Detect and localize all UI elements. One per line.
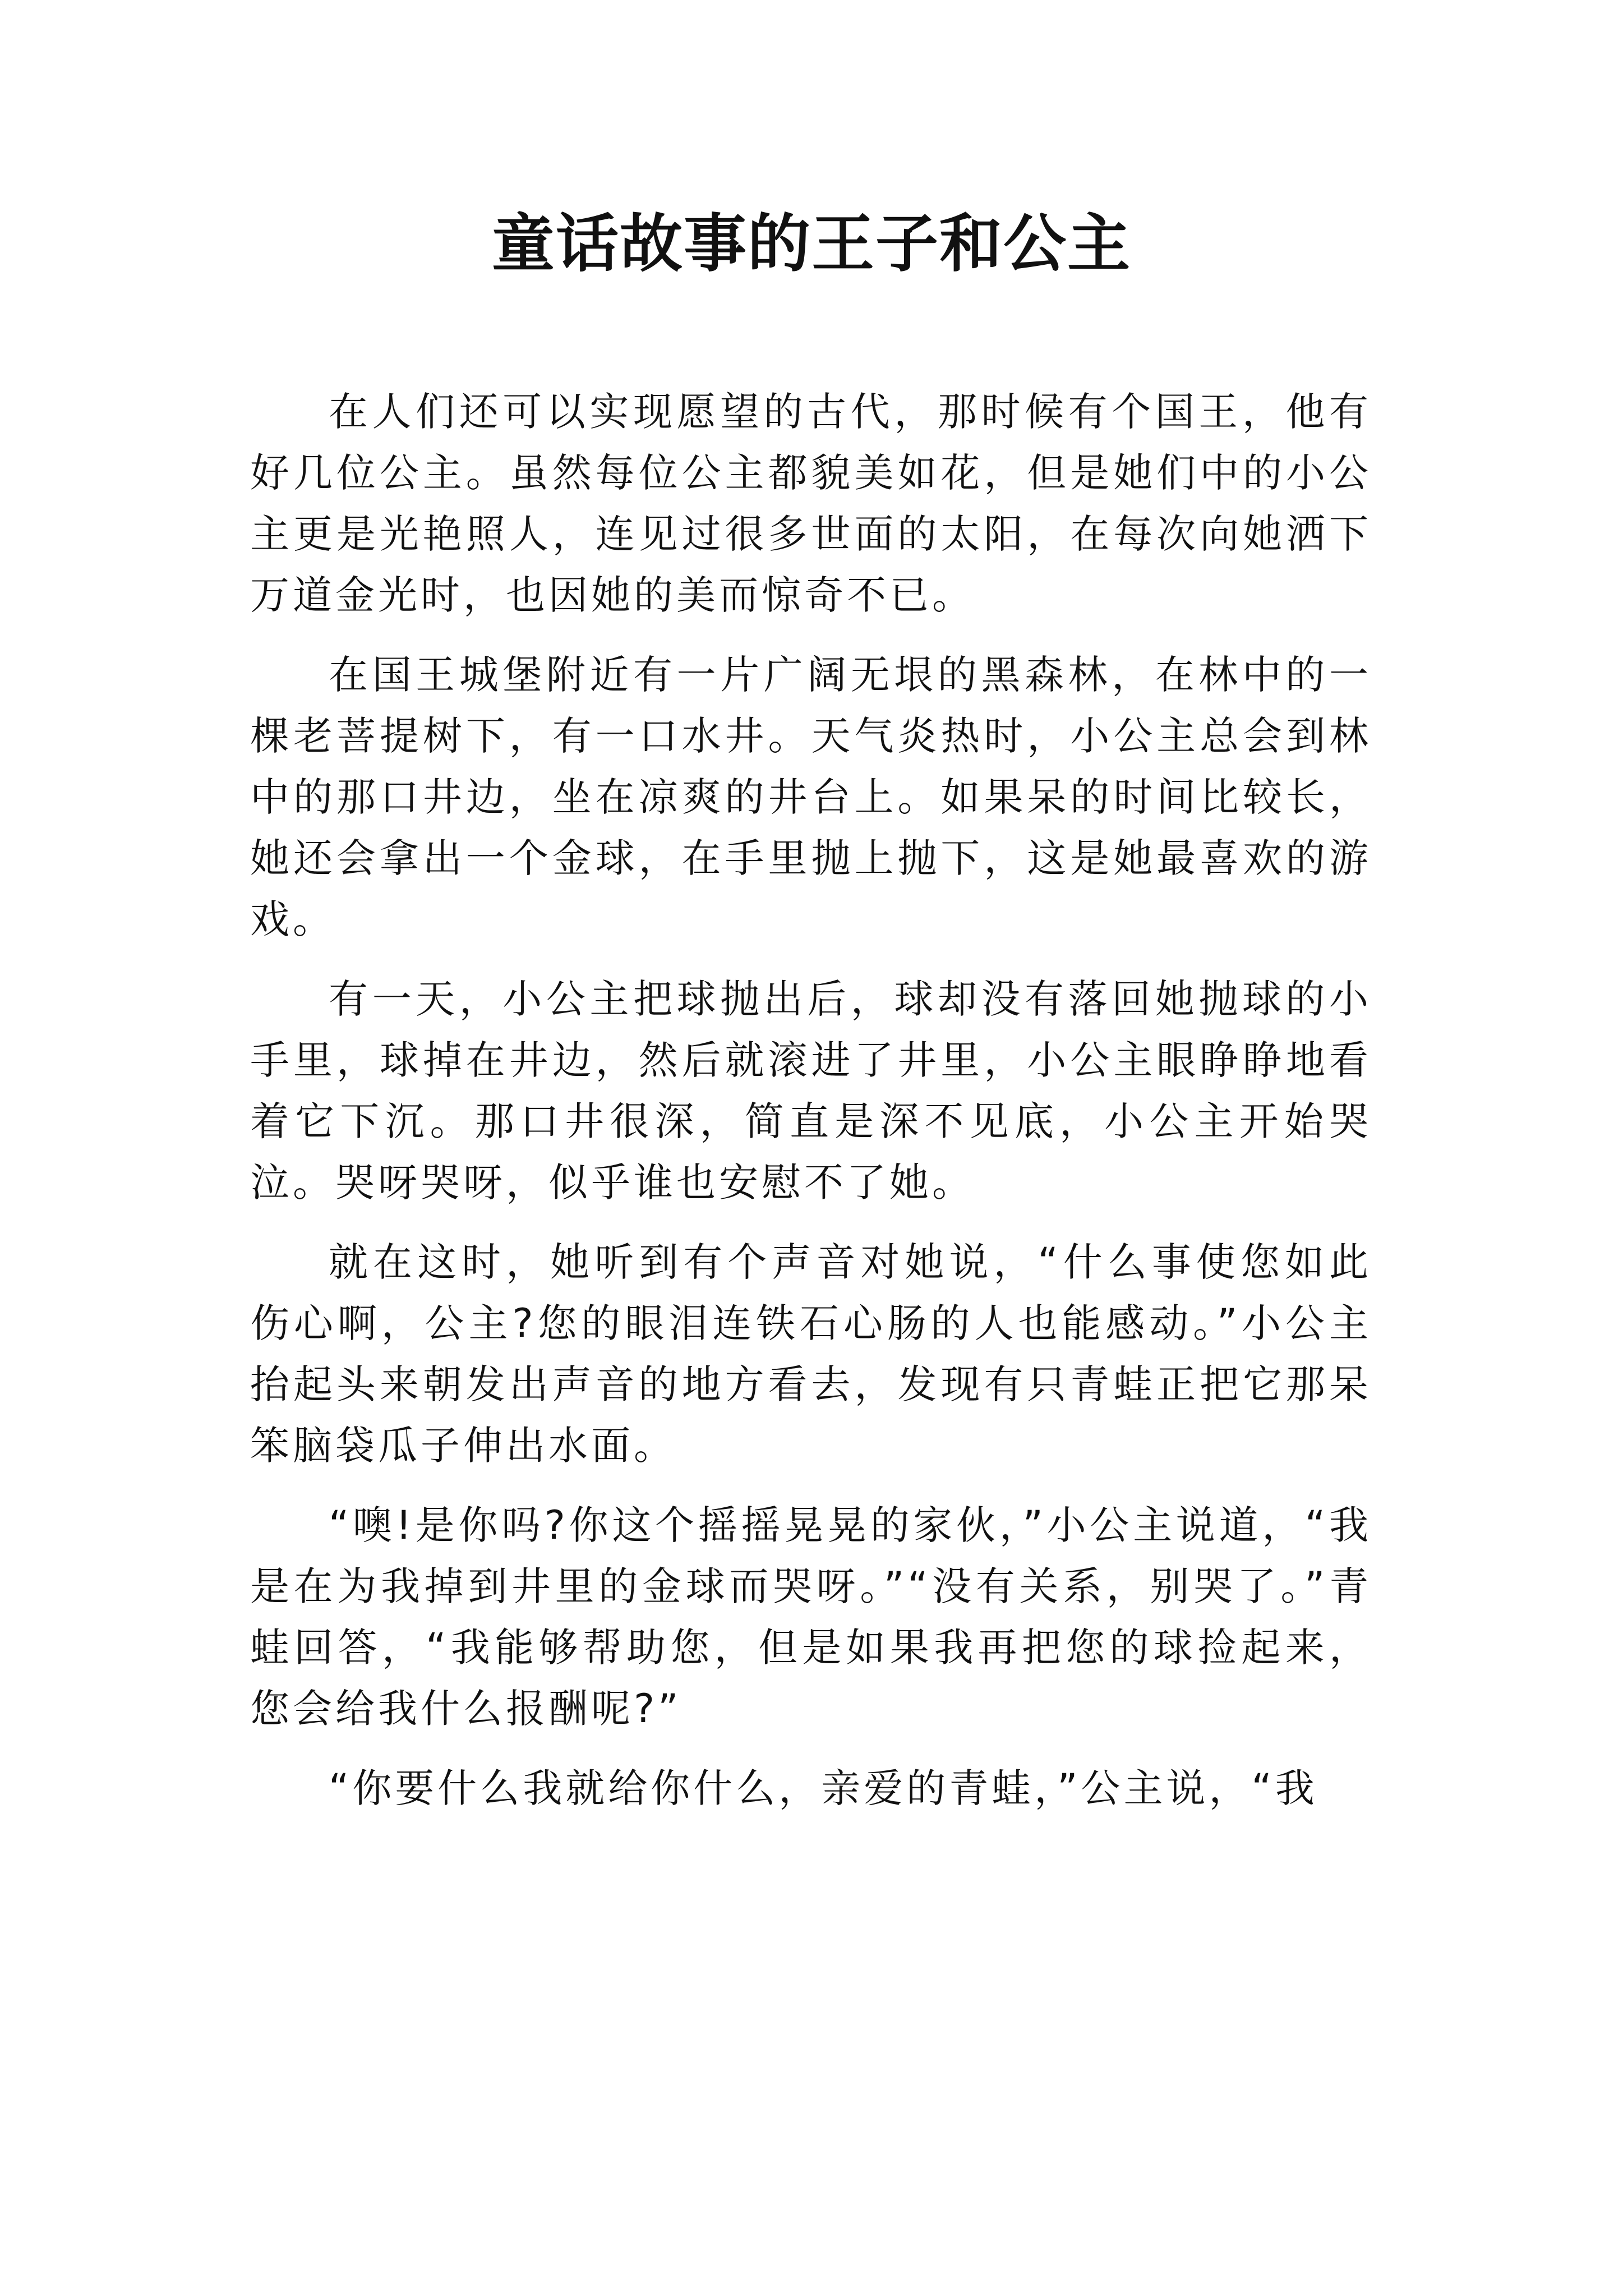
page-title: 童话故事的王子和公主 xyxy=(492,207,1131,280)
document-body xyxy=(250,381,1372,1838)
paragraph: 在国王城堡附近有一片广阔无垠的黑森林，在林中的一棵老菩提树下，有一口水井。天气炎热时，小公主总会到林中的那口井边，坐在凉爽的井台上。如果呆的时间比较长，她还会拿出一个金球，在手里抛上抛下，这是她最喜欢的游戏。 xyxy=(250,652,1372,942)
paragraph: 就在这时，她听到有个声音对她说，“什么事使您如此伤心啊，公主?您的眼泪连铁石心肠的人也能感动。”小公主抬起头来朝发出声音的地方看去，发现有只青蛙正把它那呆笨脑袋瓜子伸出水面。 xyxy=(250,1239,1372,1469)
paragraph: “你要什么我就给你什么，亲爱的青蛙，”公主说，“我 xyxy=(329,1765,1318,1811)
paragraph: 有一天，小公主把球抛出后，球却没有落回她抛球的小手里，球掉在井边，然后就滚进了井里，小公主眼睁睁地看着它下沉。那口井很深，简直是深不见底，小公主开始哭泣。哭呀哭呀，似乎谁也安慰不了她。 xyxy=(250,976,1372,1205)
paragraph: “噢!是你吗?你这个摇摇晃晃的家伙，”小公主说道，“我是在为我掉到井里的金球而哭呀。”“没有关系，别哭了。”青蛙回答，“我能够帮助您，但是如果我再把您的球捡起来，您会给我什么报酬呢?” xyxy=(250,1502,1372,1732)
paragraph: 在人们还可以实现愿望的古代，那时候有个国王，他有好几位公主。虽然每位公主都貌美如花，但是她们中的小公主更是光艳照人，连见过很多世面的太阳，在每次向她洒下万道金光时，也因她的美而惊奇不已。 xyxy=(250,389,1372,618)
